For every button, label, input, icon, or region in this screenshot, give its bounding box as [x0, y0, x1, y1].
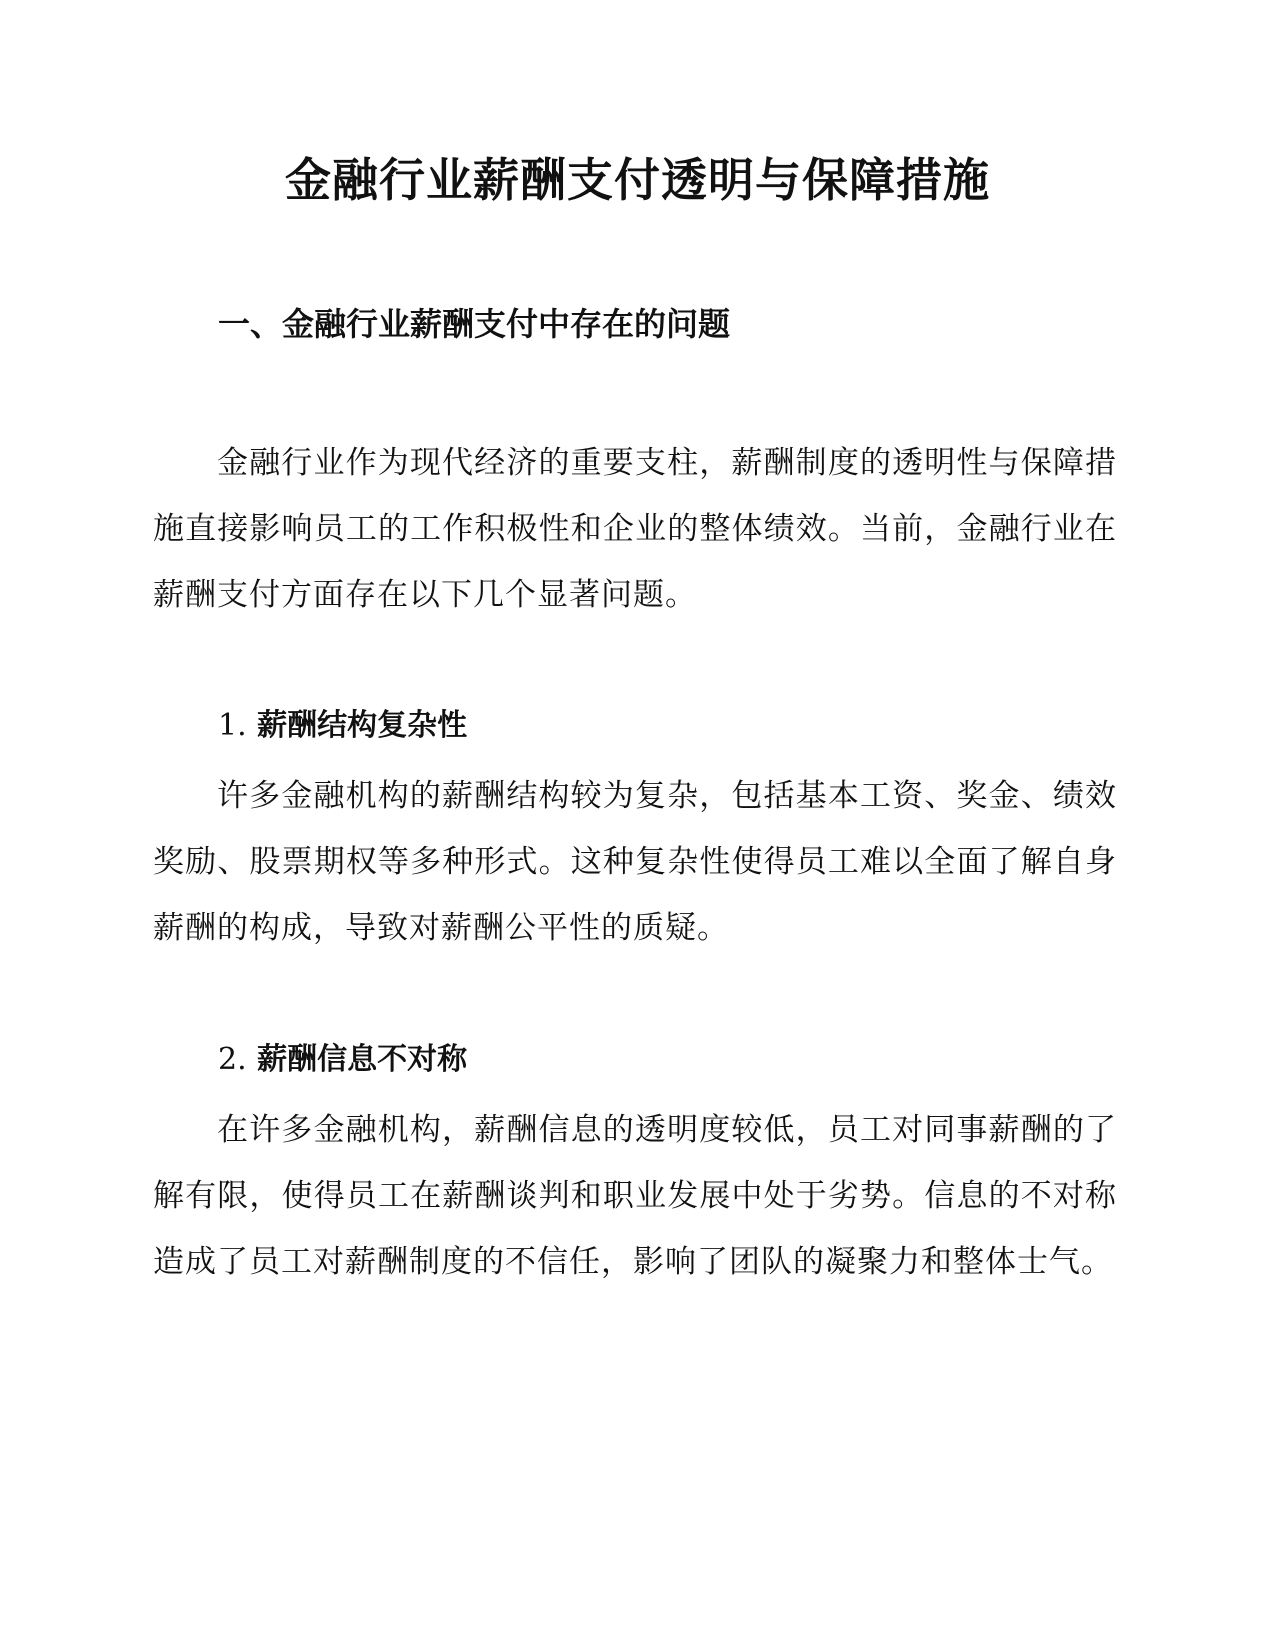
document-title: 金融行业薪酬支付透明与保障措施 — [285, 153, 990, 207]
subsection-title: 薪酬结构复杂性 — [257, 708, 468, 743]
subsection-heading-1 — [218, 704, 467, 748]
intro-paragraph: 金融行业作为现代经济的重要支柱，薪酬制度的透明性与保障措施直接影响员工的工作积极性和企业的整体绩效。当前，金融行业在薪酬支付方面存在以下几个显著问题。 — [153, 445, 1117, 613]
subsection-number: 1. — [218, 708, 247, 743]
subsection-paragraph-1: 许多金融机构的薪酬结构较为复杂，包括基本工资、奖金、绩效奖励、股票期权等多种形式。这种复杂性使得员工难以全面了解自身薪酬的构成，导致对薪酬公平性的质疑。 — [153, 778, 1117, 946]
subsection-title: 薪酬信息不对称 — [257, 1042, 468, 1077]
section-heading: 一、金融行业薪酬支付中存在的问题 — [218, 305, 731, 343]
subsection-paragraph-2: 在许多金融机构，薪酬信息的透明度较低，员工对同事薪酬的了解有限，使得员工在薪酬谈判和职业发展中处于劣势。信息的不对称造成了员工对薪酬制度的不信任，影响了团队的凝聚力和整体士气。 — [153, 1112, 1117, 1280]
subsection-heading-2 — [218, 1038, 467, 1082]
subsection-number: 2. — [218, 1042, 247, 1077]
